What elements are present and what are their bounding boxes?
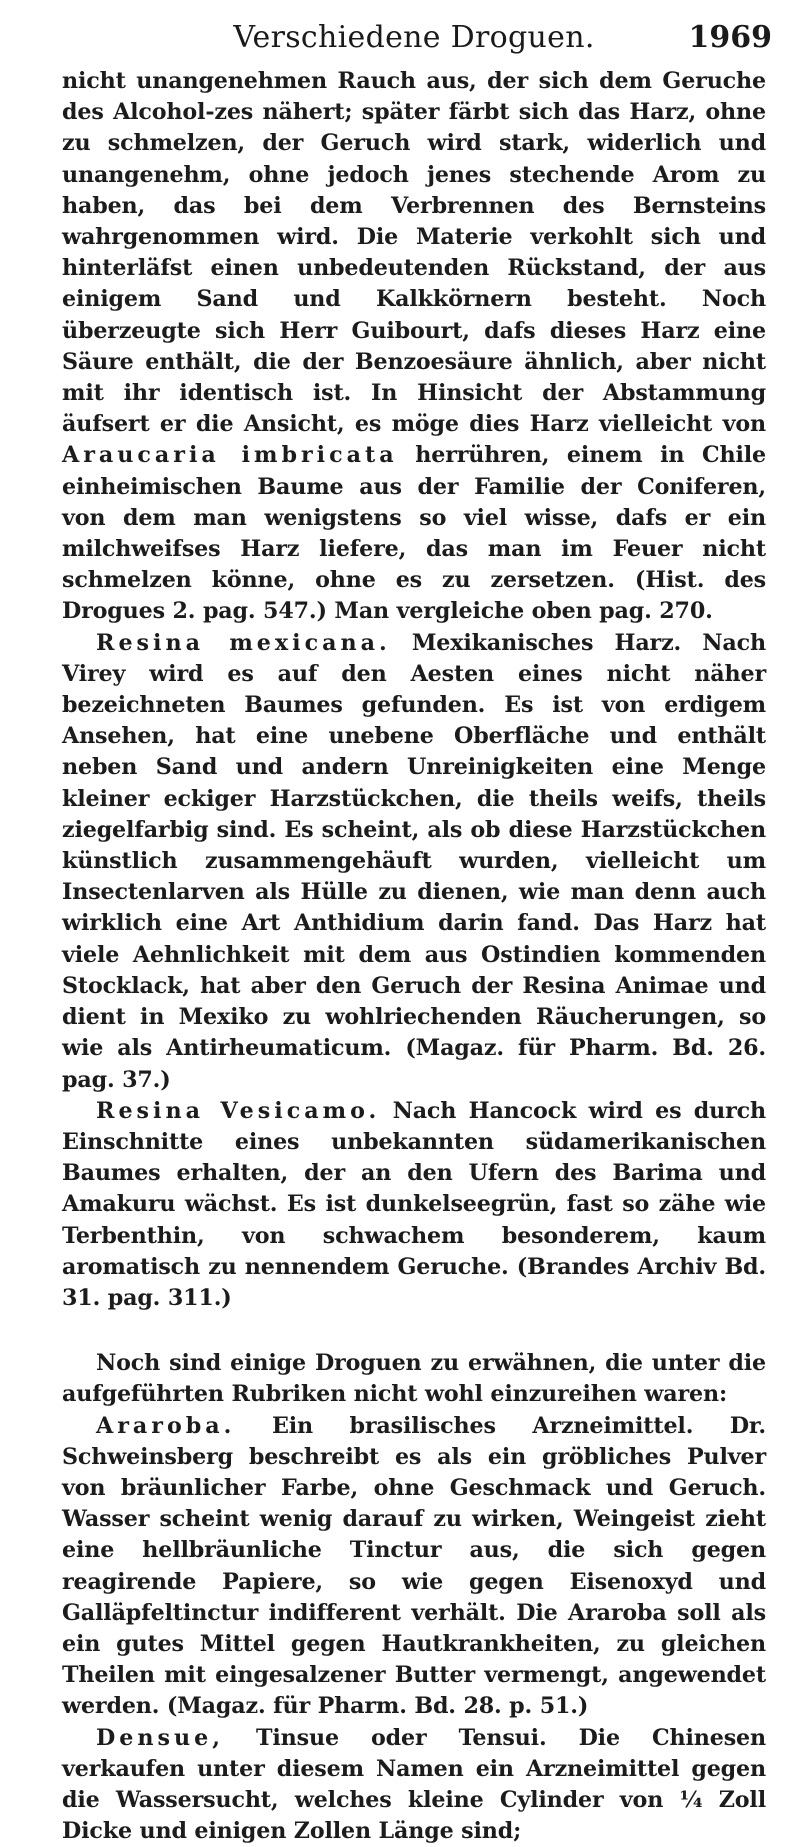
running-title: Verschiedene Droguen. xyxy=(233,20,595,55)
entry-heading: Resina mexicana. xyxy=(96,629,391,656)
entry-resina-mexicana xyxy=(62,628,766,1096)
entry-heading: Araroba. xyxy=(96,1412,236,1439)
paragraph-text: Noch sind einige Droguen zu erwähnen, die unter die aufgeführten Rubriken nicht wohl einzureihen waren: xyxy=(62,1350,766,1408)
species-name: Araucaria imbricata xyxy=(62,442,398,469)
running-header xyxy=(62,14,772,66)
paragraph-intro-other-droguen xyxy=(62,1348,766,1410)
entry-resina-vesicamo xyxy=(62,1096,766,1314)
entry-text: Mexikanisches Harz. Nach Virey wird es auf den Aesten eines nicht näher bezeichneten Baumes gefunden. Es ist von erdigem Ansehen, hat eine unebene Oberfläche und enthält neben Sand und andern Unreinigkeiten eine Menge kleiner eckiger Harzstückchen, die theils weifs, theils ziegelfarbig sind. Es scheint, als ob diese Harzstückchen künstlich zusammengehäuft wurden, vielleicht um Insectenlarven als Hülle zu dienen, wie man denn auch wirklich eine Art Anthidium darin fand. Das Harz hat viele Aehnlichkeit mit dem aus Ostindien kommenden Stocklack, hat aber den Geruch der Resina Animae und dient in Mexiko zu wohlriechenden Räucherungen, so wie als Antirheumaticum. (Magaz. für Pharm. Bd. 26. pag. 37.) xyxy=(62,629,767,1093)
entry-text: Nach Hancock wird es durch Einschnitte eines unbekannten südamerikanischen Baumes erhalten, der an den Ufern des Barima und Amakuru wächst. Es ist dunkelseegrün, fast so zähe wie Terbenthin, von schwachem besonderem, kaum aromatisch zu nennendem Geruche. (Brandes Archiv Bd. 31. pag. 311.) xyxy=(62,1097,766,1311)
entry-text: Tinsue oder Tensui. Die Chinesen verkaufen unter diesem Namen ein Arzneimittel gegen die Wassersucht, welches kleine Cylinder von ¼ Zoll Dicke und einigen Zollen Länge sind; xyxy=(62,1724,766,1845)
section-gap xyxy=(62,1314,766,1348)
paragraph-text: herrühren, einem in Chile einheimischen Baume aus der Familie der Coniferen, von dem man wenigstens so viel wisse, dafs er ein milchweifses Harz liefere, das man im Feuer nicht schmelzen könne, ohne es zu zersetzen. (Hist. des Drogues 2. pag. 547.) Man vergleiche oben pag. 270. xyxy=(62,442,766,625)
entry-densue xyxy=(62,1723,766,1847)
entry-text: Ein brasilisches Arzneimittel. Dr. Schweinsberg beschreibt es als ein gröbliches Pulver von bräunlicher Farbe, ohne Geschmack und Geruch. Wasser scheint wenig darauf zu wirken, Weingeist zieht eine hellbräunliche Tinctur aus, die sich gegen reagirende Papiere, so wie gegen Eisenoxyd und Galläpfeltinctur indifferent verhält. Die Araroba soll als ein gutes Mittel gegen Hautkrankheiten, zu gleichen Theilen mit eingesalzener Butter vermengt, angewendet werden. (Magaz. für Pharm. Bd. 28. p. 51.) xyxy=(62,1412,766,1720)
document-page xyxy=(62,14,772,1847)
paragraph-text: nicht unangenehmen Rauch aus, der sich dem Geruche des Alcohol-zes nähert; später färbt sich das Harz, ohne zu schmelzen, der Geruch wird stark, widerlich und unangenehm, ohne jedoch jenes stechende Arom zu haben, das bei dem Verbrennen des Bernsteins wahrgenommen wird. Die Materie verkohlt sich und hinterläfst einen unbedeutenden Rückstand, der aus einigem Sand und Kalkkörnern besteht. Noch überzeugte sich Herr Guibourt, dafs dieses Harz eine Säure enthält, die der Benzoesäure ähnlich, aber nicht mit ihr identisch ist. In Hinsicht der Abstammung äufsert er die Ansicht, es möge dies Harz vielleicht von xyxy=(62,68,766,438)
entry-araroba xyxy=(62,1411,766,1723)
page-number: 1969 xyxy=(688,20,772,55)
entry-heading: Resina Vesicamo. xyxy=(96,1097,381,1124)
paragraph-guibourt xyxy=(62,66,766,628)
entry-heading: Densue, xyxy=(96,1724,224,1751)
